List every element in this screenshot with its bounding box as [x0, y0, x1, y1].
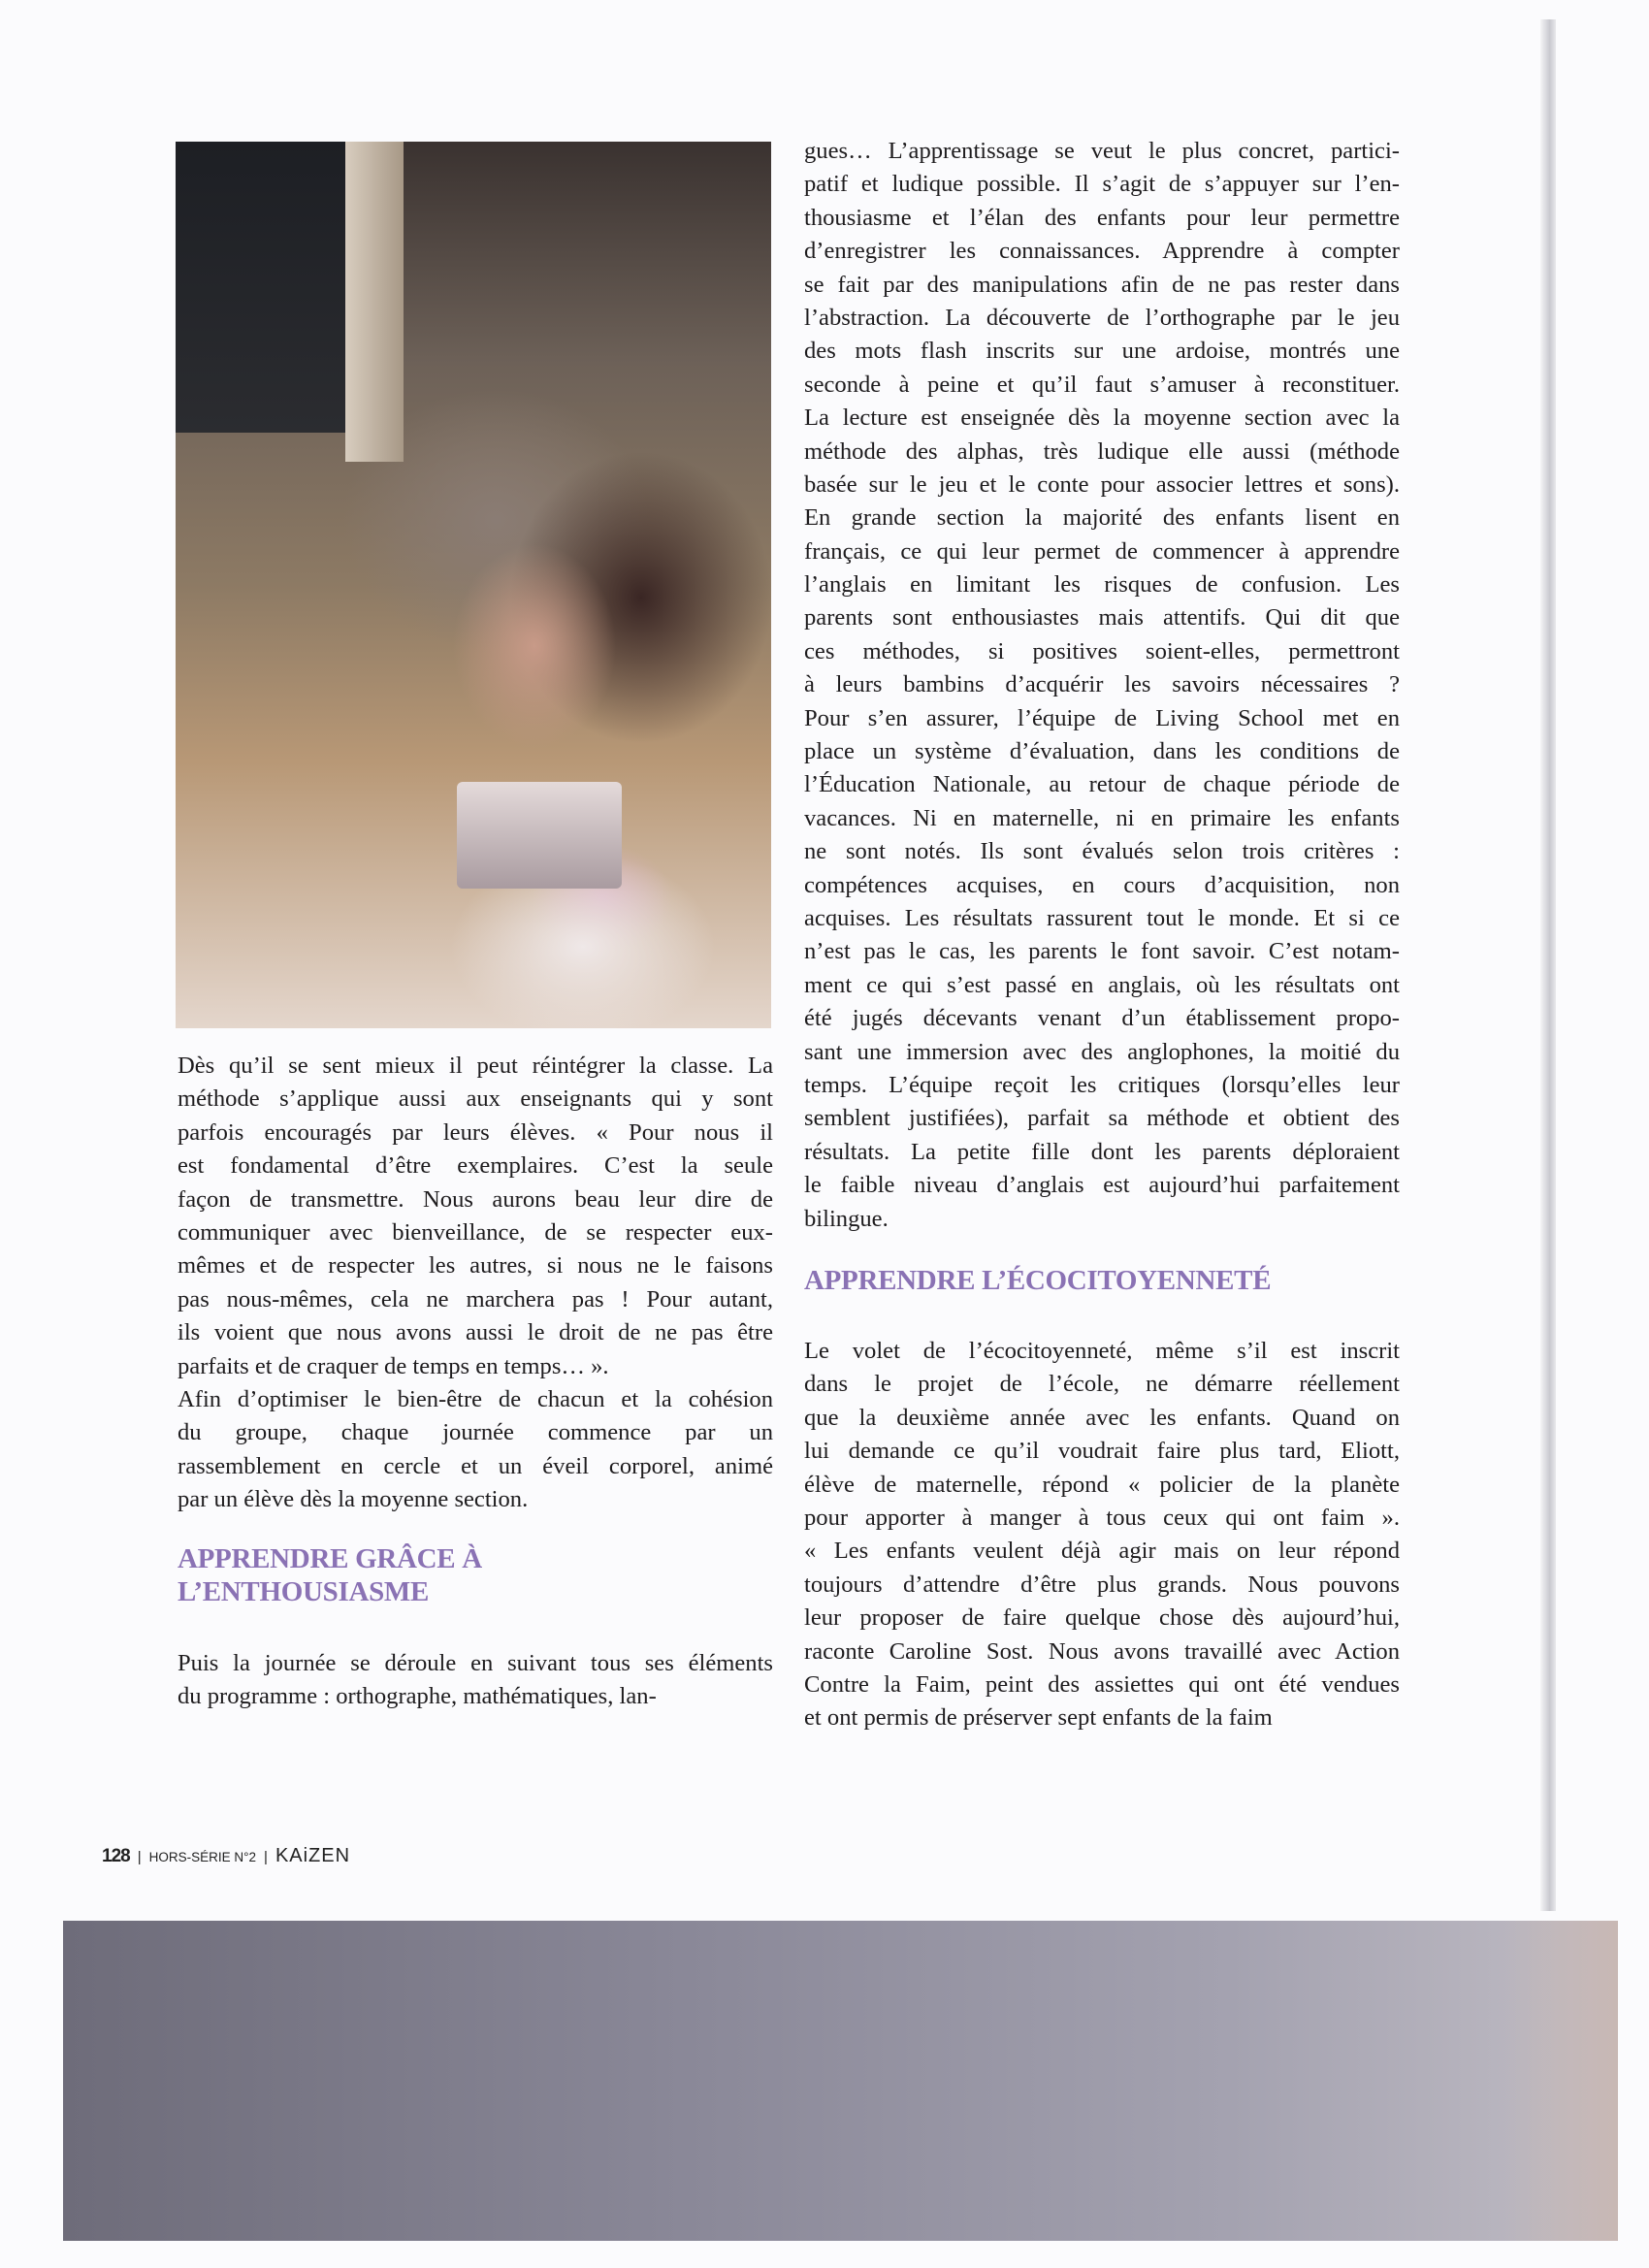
text-line: dans le projet de l’école, ne démarre réellement	[804, 1371, 1400, 1398]
text-line: place un système d’évaluation, dans les conditions de	[804, 738, 1400, 765]
text-line: été jugés décevants venant d’un établissement propo-	[804, 1005, 1400, 1032]
left-paragraph-3	[178, 1647, 773, 1714]
text-line: « Les enfants veulent déjà agir mais on leur répond	[804, 1538, 1400, 1565]
text-line: Le volet de l’écocitoyenneté, même s’il est inscrit	[804, 1338, 1400, 1364]
heading-line: APPRENDRE GRÂCE À	[178, 1543, 482, 1574]
magazine-logo: KAiZEN	[275, 1845, 351, 1866]
text-line: lui demande ce qu’il voudrait faire plus tard, Eliott,	[804, 1438, 1400, 1465]
text-line: du programme : orthographe, mathématiques, lan-	[178, 1683, 657, 1710]
text-line: seconde à peine et qu’il faut s’amuser à reconstituer.	[804, 371, 1400, 398]
text-line: ment ce qui s’est passé en anglais, où les résultats ont	[804, 971, 1400, 998]
text-line: thousiasme et l’élan des enfants pour leur permettre	[804, 204, 1400, 231]
right-paragraph-1	[804, 135, 1400, 1236]
text-line: ne sont notés. Ils sont évalués selon trois critères :	[804, 838, 1400, 865]
text-line: parfois encouragés par leurs élèves. « Pour nous il	[178, 1118, 773, 1146]
page-number: 128	[102, 1846, 130, 1866]
photo-chalkboard	[176, 142, 345, 433]
text-line: parfaits et de craquer de temps en temps… ».	[178, 1352, 609, 1379]
text-line: vacances. Ni en maternelle, ni en primaire les enfants	[804, 804, 1400, 831]
section-heading-ecocitoyennete: APPRENDRE L’ÉCOCITOYENNETÉ	[804, 1265, 1272, 1296]
text-line: parents sont enthousiastes mais attentifs. Qui dit que	[804, 604, 1400, 632]
text-line: ces méthodes, si positives soient-elles, permettront	[804, 637, 1400, 664]
text-line: par un élève dès la moyenne section.	[178, 1486, 529, 1513]
text-line: Pour s’en assurer, l’équipe de Living School met en	[804, 704, 1400, 731]
text-line: français, ce qui leur permet de commencer à apprendre	[804, 537, 1400, 565]
footer-separator: |	[264, 1849, 268, 1865]
issue-label: HORS-SÉRIE N°2	[148, 1850, 257, 1864]
text-line: du groupe, chaque journée commence par un	[178, 1419, 773, 1446]
text-line: En grande section la majorité des enfants lisent en	[804, 504, 1400, 532]
section-heading-enthousiasme	[178, 1542, 482, 1608]
text-line: l’Éducation Nationale, au retour de chaque période de	[804, 771, 1400, 798]
text-line: Dès qu’il se sent mieux il peut réintégrer la classe. La	[178, 1053, 773, 1079]
page-edge-shadow	[1540, 19, 1556, 1911]
text-line: méthode des alphas, très ludique elle aussi (méthode	[804, 437, 1400, 465]
text-line: compétences acquises, en cours d’acquisition, non	[804, 871, 1400, 898]
right-paragraph-2	[804, 1335, 1400, 1735]
text-line: Afin d’optimiser le bien-être de chacun et la cohésion	[178, 1386, 773, 1412]
text-line: leur proposer de faire quelque chose dès aujourd’hui,	[804, 1604, 1400, 1632]
text-line: l’anglais en limitant les risques de confusion. Les	[804, 571, 1400, 599]
text-line: semblent justifiées), parfait sa méthode et obtient des	[804, 1105, 1400, 1132]
text-line: n’est pas le cas, les parents le font savoir. C’est notam-	[804, 938, 1400, 965]
text-line: temps. L’équipe reçoit les critiques (lorsqu’elles leur	[804, 1071, 1400, 1098]
text-line: pour apporter à manger à tous ceux qui ont faim ».	[804, 1504, 1400, 1531]
text-line: des mots flash inscrits sur une ardoise, montrés une	[804, 338, 1400, 365]
text-line: basée sur le jeu et le conte pour associer lettres et sons).	[804, 470, 1400, 498]
text-line: le faible niveau d’anglais est aujourd’hui parfaitement	[804, 1172, 1400, 1199]
text-line: méthode s’applique aussi aux enseignants qui y sont	[178, 1085, 773, 1113]
scan-bottom-band	[63, 1921, 1618, 2241]
text-line: élève de maternelle, répond « policier de la planète	[804, 1471, 1400, 1498]
photo-pillar	[345, 142, 404, 462]
text-line: Puis la journée se déroule en suivant tous ses éléments	[178, 1650, 773, 1676]
text-line: ils voient que nous avons aussi le droit de ne pas être	[178, 1319, 773, 1346]
text-line: toujours d’attendre d’être plus grands. Nous pouvons	[804, 1571, 1400, 1598]
footer-separator: |	[137, 1849, 142, 1865]
text-line: bilingue.	[804, 1205, 889, 1232]
article-photo	[176, 142, 771, 1028]
text-line: d’enregistrer les connaissances. Apprendre à compter	[804, 238, 1400, 265]
text-line: façon de transmettre. Nous aurons beau leur dire de	[178, 1185, 773, 1213]
text-line: La lecture est enseignée dès la moyenne section avec la	[804, 405, 1400, 432]
text-line: sant une immersion avec des anglophones, la moitié du	[804, 1038, 1400, 1065]
heading-line: L’ENTHOUSIASME	[178, 1576, 430, 1607]
text-line: pas nous-mêmes, cela ne marchera pas ! Pour autant,	[178, 1285, 773, 1312]
photo-pencil-pot	[457, 782, 622, 889]
text-line: résultats. La petite fille dont les parents déploraient	[804, 1138, 1400, 1165]
text-line: rassemblement en cercle et un éveil corporel, animé	[178, 1452, 773, 1479]
text-line: gues… L’apprentissage se veut le plus concret, partici-	[804, 138, 1400, 164]
page-footer	[102, 1845, 350, 1867]
text-line: que la deuxième année avec les enfants. Quand on	[804, 1404, 1400, 1431]
text-line: et ont permis de préserver sept enfants de la faim	[804, 1704, 1273, 1732]
text-line: acquises. Les résultats rassurent tout le monde. Et si ce	[804, 904, 1400, 931]
text-line: raconte Caroline Sost. Nous avons travaillé avec Action	[804, 1637, 1400, 1665]
text-line: mêmes et de respecter les autres, si nous ne le faisons	[178, 1252, 773, 1280]
left-paragraph-2	[178, 1383, 773, 1517]
text-line: est fondamental d’être exemplaires. C’est la seule	[178, 1152, 773, 1180]
text-line: l’abstraction. La découverte de l’orthographe par le jeu	[804, 304, 1400, 331]
text-line: se fait par des manipulations afin de ne pas rester dans	[804, 271, 1400, 298]
left-paragraph-1	[178, 1050, 773, 1383]
text-line: Contre la Faim, peint des assiettes qui ont été vendues	[804, 1670, 1400, 1698]
text-line: communiquer avec bienveillance, de se respecter eux-	[178, 1218, 773, 1246]
text-line: patif et ludique possible. Il s’agit de s’appuyer sur l’en-	[804, 171, 1400, 198]
text-line: à leurs bambins d’acquérir les savoirs nécessaires ?	[804, 671, 1400, 698]
